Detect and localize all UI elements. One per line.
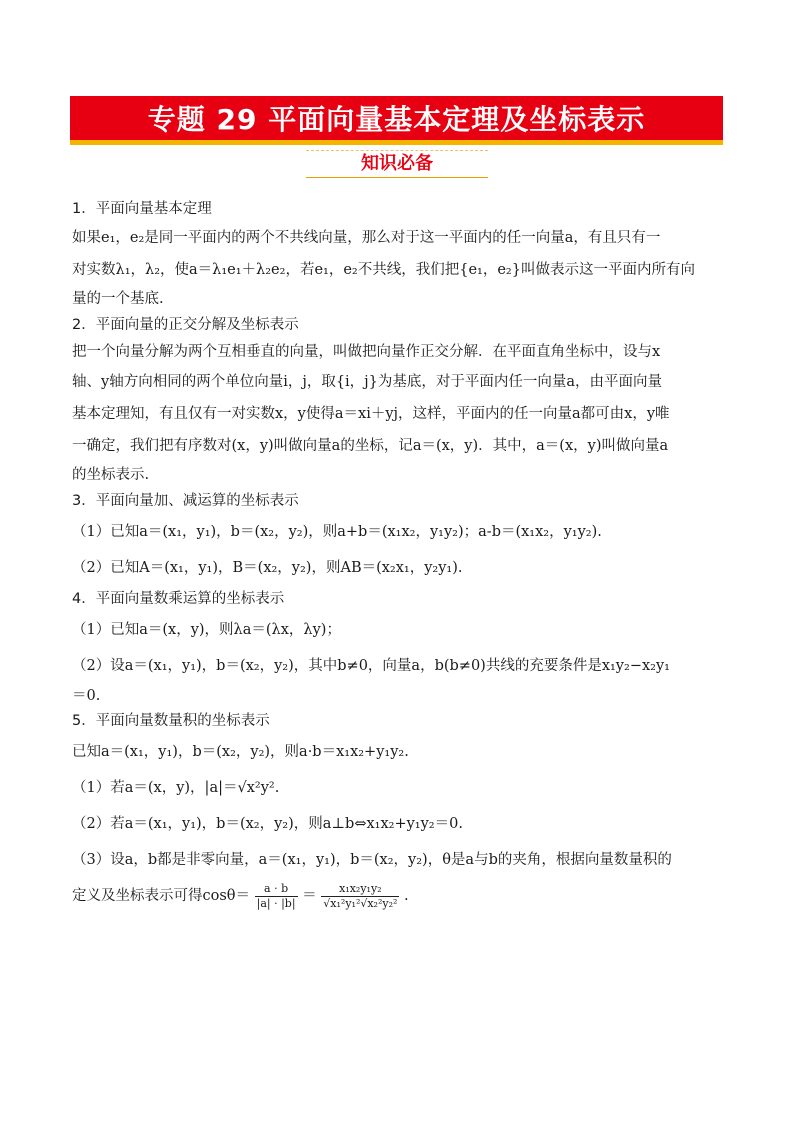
list-item: （3）设a，b都是非零向量，a＝(x₁，y₁)，b＝(x₂，y₂)，θ是a与b的夹角，根据向量数量积的 <box>72 852 672 868</box>
heading-orthogonal-decomposition: 2．平面向量的正交分解及坐标表示 <box>72 317 299 333</box>
equals-sign: ＝ <box>302 888 317 904</box>
fraction-cos-coordinates <box>321 882 399 911</box>
title-banner <box>70 96 723 140</box>
formula-prefix: 定义及坐标表示可得cosθ＝ <box>72 888 251 904</box>
section-bottom-rule <box>306 177 488 178</box>
page-title: 专题 29 平面向量基本定理及坐标表示 <box>147 103 646 136</box>
document-body <box>72 196 724 914</box>
fraction-numerator: x₁x₂y₁y₂ <box>321 882 399 897</box>
list-item: （2）已知A＝(x₁，y₁)，B＝(x₂，y₂)，则AB＝(x₂x₁，y₂y₁). <box>72 560 463 576</box>
text-line: 的坐标表示. <box>72 467 150 483</box>
fraction-denominator: |a| · |b| <box>256 896 296 910</box>
list-item: （2）设a＝(x₁，y₁)，b＝(x₂，y₂)，其中b≠0，向量a，b(b≠0)共线的充要条件是x₁y₂−x₂y₁ <box>72 658 670 674</box>
heading-scalar-multiplication: 4．平面向量数乘运算的坐标表示 <box>72 591 285 607</box>
list-item: （2）若a＝(x₁，y₁)，b＝(x₂，y₂)，则a⊥b⇔x₁x₂+y₁y₂＝0. <box>72 816 463 832</box>
text-line: 轴、y轴方向相同的两个单位向量i，j，取{i，j}为基底，对于平面内任一向量a，由平面向量 <box>72 374 663 390</box>
heading-add-subtract: 3．平面向量加、减运算的坐标表示 <box>72 493 299 509</box>
fraction-numerator: a · b <box>255 882 298 897</box>
heading-basic-theorem: 1．平面向量基本定理 <box>72 201 212 217</box>
formula-line <box>72 878 724 914</box>
formula-suffix: . <box>404 888 409 904</box>
text-line: 量的一个基底. <box>72 291 164 307</box>
text-line: 对实数λ₁，λ₂，使a＝λ₁e₁＋λ₂e₂，若e₁，e₂不共线，我们把{e₁，e₂}叫做表示这一平面内所有向 <box>72 262 695 278</box>
text-line: 把一个向量分解为两个互相垂直的向量，叫做把向量作正交分解．在平面直角坐标中，设与x <box>72 344 661 360</box>
section-title: 知识必备 <box>361 153 433 174</box>
list-item: ＝0. <box>72 688 101 704</box>
list-item: （1）若a＝(x，y)，|a|＝√x²y². <box>72 780 280 796</box>
fraction-denominator: √x₁²y₁²√x₂²y₂² <box>323 896 398 910</box>
heading-dot-product: 5．平面向量数量积的坐标表示 <box>72 713 270 729</box>
section-top-rule <box>306 150 488 152</box>
text-line: 如果e₁，e₂是同一平面内的两个不共线向量，那么对于这一平面内的任一向量a，有且只有一 <box>72 230 661 246</box>
list-item: （1）已知a＝(x₁，y₁)，b＝(x₂，y₂)，则a+b＝(x₁x₂，y₁y₂)；a-b＝(x₁x₂，y₁y₂). <box>72 524 602 540</box>
text-line: 已知a＝(x₁，y₁)，b＝(x₂，y₂)，则a·b＝x₁x₂+y₁y₂. <box>72 744 409 760</box>
title-underline <box>70 140 723 145</box>
text-line: 一确定，我们把有序数对(x，y)叫做向量a的坐标，记a＝(x，y)．其中，a＝(x，y)叫做向量a <box>72 438 669 454</box>
section-header <box>306 150 488 178</box>
text-line: 基本定理知，有且仅有一对实数x，y使得a＝xi＋yj，这样，平面内的任一向量a都可由x，y唯 <box>72 406 670 422</box>
fraction-cos-definition <box>255 882 298 911</box>
list-item: （1）已知a＝(x，y)，则λa＝(λx，λy)； <box>72 622 341 638</box>
